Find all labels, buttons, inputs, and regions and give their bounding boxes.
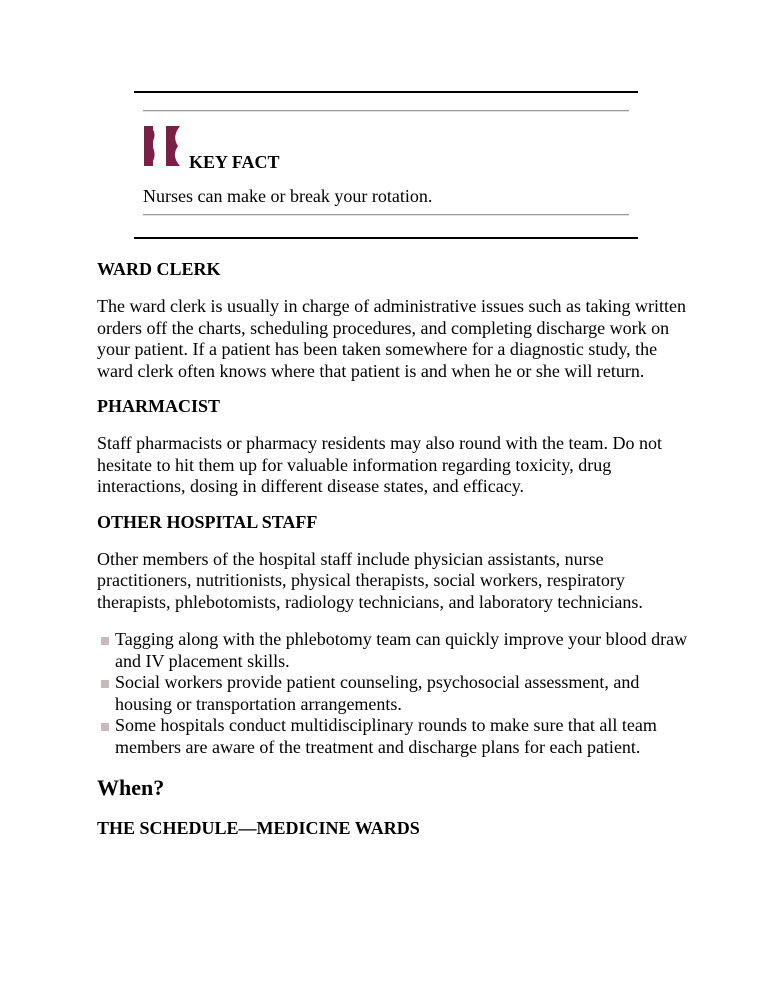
key-fact-icon [142,124,186,168]
list-item-text: Some hospitals conduct multidisciplinary rounds to make sure that all team members are aware of the treatment and discharge plans for each patient. [115,715,657,757]
list-item-text: Tagging along with the phlebotomy team can quickly improve your blood draw and IV placement skills. [115,629,688,671]
ward-clerk-body: The ward clerk is usually in charge of administrative issues such as taking written orders off the charts, scheduling procedures, and completing discharge work on your patient. If a patient has been taken somewhere for a diagnostic study, the ward clerk often knows where that patient is and when he or she will return. [97,296,687,381]
schedule-heading: THE SCHEDULE—MEDICINE WARDS [97,818,420,838]
other-staff-body: Other members of the hospital staff include physician assistants, nurse practitioners, nutritionists, physical therapists, social workers, respiratory therapists, phlebotomists, radiology technicians, and laboratory technicians. [97,548,643,612]
keyfact-inner-top-rule [143,110,629,111]
list-item-text: Social workers provide patient counseling, psychosocial assessment, and housing or transportation arrangements. [115,672,640,714]
list-item [97,715,697,758]
list-item [97,629,697,672]
other-staff-bullet-list [97,629,697,758]
square-bullet-icon [101,723,109,731]
keyfact-inner-bottom-rule [143,214,629,215]
when-heading: When? [97,775,165,800]
ward-clerk-heading: WARD CLERK [97,259,221,279]
keyfact-title: KEY FACT [189,152,280,172]
keyfact-bottom-rule [134,237,638,239]
square-bullet-icon [101,637,109,645]
keyfact-text: Nurses can make or break your rotation. [143,186,433,206]
square-bullet-icon [101,680,109,688]
keyfact-top-rule [134,91,638,93]
main-content [97,258,697,839]
list-item [97,672,697,715]
other-staff-heading: OTHER HOSPITAL STAFF [97,511,318,532]
pharmacist-heading: PHARMACIST [97,396,221,416]
pharmacist-body: Staff pharmacists or pharmacy residents may also round with the team. Do not hesitate to hit them up for valuable information regarding toxicity, drug interactions, dosing in different disease states, and efficacy. [97,433,663,496]
